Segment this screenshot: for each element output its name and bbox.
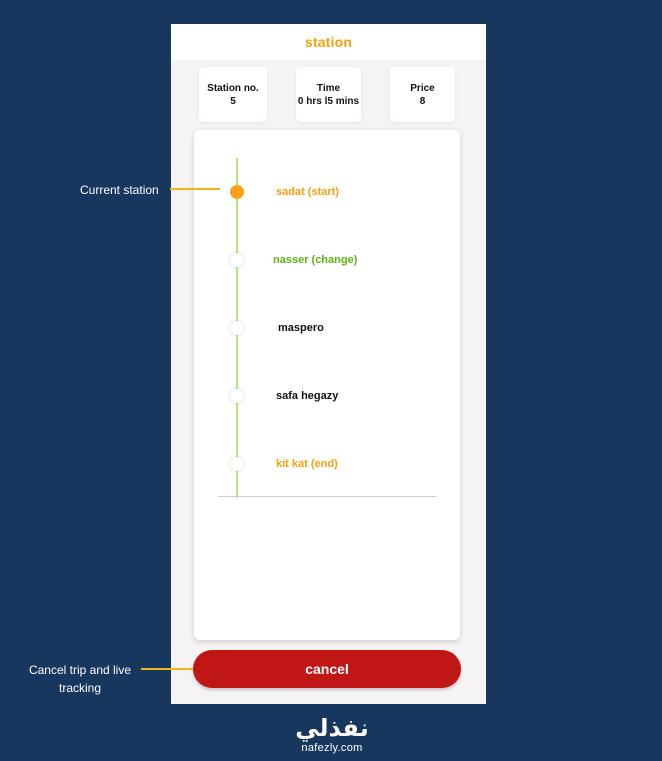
station-label-kit-kat[interactable]: kit kat (end) — [276, 458, 338, 470]
station-marker — [230, 457, 244, 471]
logo-domain: nafezly.com — [301, 742, 363, 754]
time-label: Time — [316, 82, 341, 94]
station-label-maspero[interactable]: maspero — [278, 322, 324, 334]
annotation-cancel-line2: tracking — [58, 681, 102, 695]
price-card — [390, 67, 455, 122]
station-marker — [230, 321, 244, 335]
logo-mark: نفذلي — [295, 714, 369, 742]
station-label-safa-hegazy[interactable]: safa hegazy — [276, 390, 339, 402]
station-label-sadat[interactable]: sadat (start) — [276, 186, 339, 198]
annotation-pointer-current — [170, 188, 220, 190]
station-marker — [230, 253, 244, 267]
station-count-card — [199, 67, 267, 122]
station-marker-current — [230, 185, 244, 199]
app-header — [171, 24, 486, 60]
nafezly-logo — [286, 714, 378, 754]
price-value: 8 — [419, 95, 426, 107]
station-marker — [230, 389, 244, 403]
cancel-button[interactable]: cancel — [193, 650, 461, 688]
phone-screen — [171, 24, 486, 704]
station-label-nasser[interactable]: nasser (change) — [273, 254, 358, 266]
station-count-value: 5 — [230, 95, 236, 107]
price-label: Price — [410, 82, 435, 94]
timeline-divider — [218, 496, 436, 497]
route-timeline-card — [194, 130, 460, 640]
time-value: 0 hrs l5 mins — [297, 95, 360, 107]
annotation-cancel — [20, 661, 140, 697]
annotation-pointer-cancel — [141, 668, 193, 670]
station-count-label: Station no. — [207, 82, 259, 94]
page-title: station — [304, 34, 353, 50]
time-card — [296, 67, 361, 122]
annotation-current-station: Current station — [80, 183, 159, 197]
annotation-cancel-line1: Cancel trip and live — [28, 663, 132, 677]
